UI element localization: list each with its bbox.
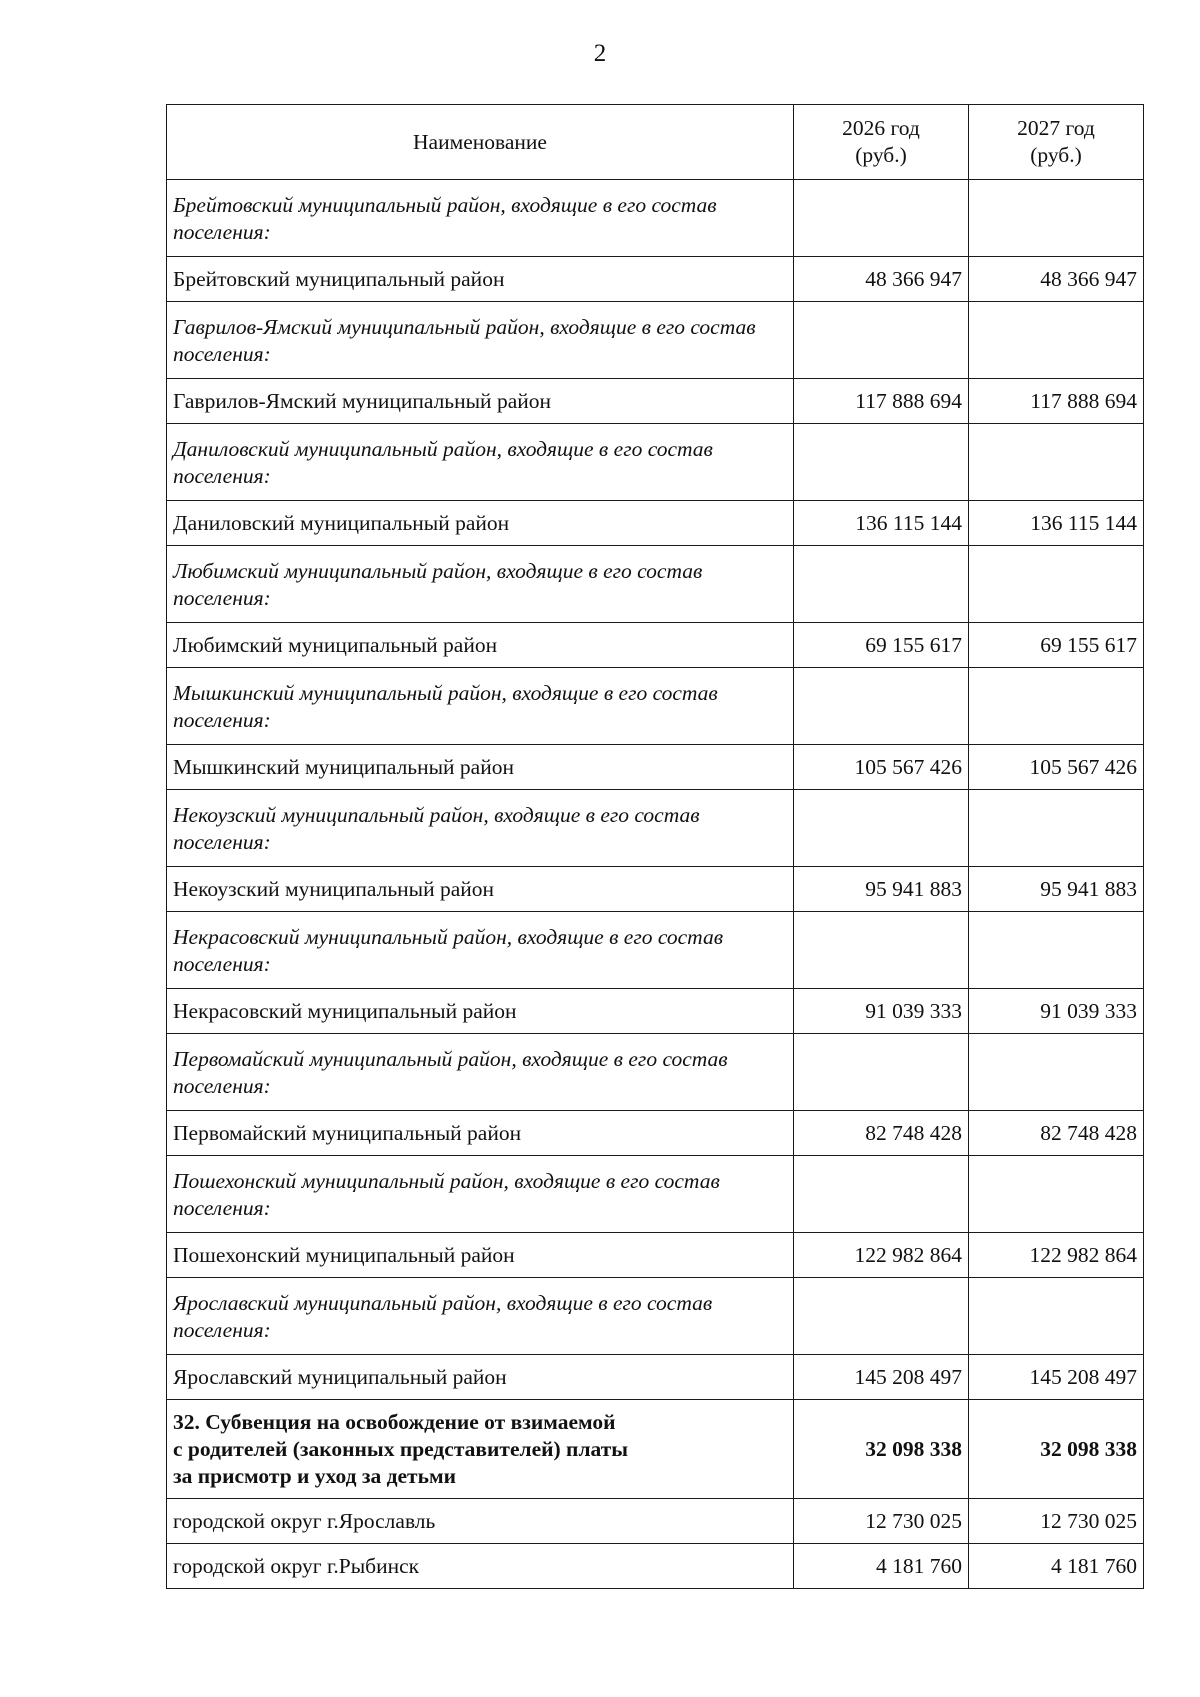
row-name-cell: Даниловский муниципальный район, входящие в его состав поселения:	[167, 424, 794, 501]
row-name-cell: городской округ г.Рыбинск	[167, 1544, 794, 1589]
row-2026-cell	[794, 1156, 969, 1233]
table-row	[167, 867, 1144, 912]
row-2026-cell: 4 181 760	[794, 1544, 969, 1589]
row-2027-cell	[969, 912, 1144, 989]
row-2027-cell	[969, 668, 1144, 745]
row-2027-cell: 145 208 497	[969, 1355, 1144, 1400]
row-name-cell: Первомайский муниципальный район, входящие в его состав поселения:	[167, 1034, 794, 1111]
row-2027-cell: 12 730 025	[969, 1499, 1144, 1544]
header-2026: 2026 год (руб.)	[794, 105, 969, 180]
row-name-cell: Пошехонский муниципальный район, входящие в его состав поселения:	[167, 1156, 794, 1233]
row-2026-cell: 48 366 947	[794, 257, 969, 302]
table-row	[167, 257, 1144, 302]
table-header-row	[167, 105, 1144, 180]
row-2027-cell: 91 039 333	[969, 989, 1144, 1034]
row-name-cell: 32. Субвенция на освобождение от взимаемой с родителей (законных представителей) платы за присмотр и уход за детьми	[167, 1400, 794, 1499]
row-2026-cell	[794, 302, 969, 379]
row-2027-cell: 69 155 617	[969, 623, 1144, 668]
row-2027-cell	[969, 180, 1144, 257]
table-row	[167, 1111, 1144, 1156]
row-name-cell: Любимский муниципальный район	[167, 623, 794, 668]
row-2027-cell: 32 098 338	[969, 1400, 1144, 1499]
row-2027-cell: 136 115 144	[969, 501, 1144, 546]
row-2027-cell: 122 982 864	[969, 1233, 1144, 1278]
row-name-cell: Пошехонский муниципальный район	[167, 1233, 794, 1278]
table-row	[167, 745, 1144, 790]
row-2026-cell	[794, 1278, 969, 1355]
row-2026-cell: 136 115 144	[794, 501, 969, 546]
row-name-cell: Ярославский муниципальный район, входящие в его состав поселения:	[167, 1278, 794, 1355]
row-2026-cell: 105 567 426	[794, 745, 969, 790]
row-2026-cell: 12 730 025	[794, 1499, 969, 1544]
row-2026-cell	[794, 546, 969, 623]
row-2026-cell: 95 941 883	[794, 867, 969, 912]
table-row	[167, 1400, 1144, 1499]
row-2026-cell: 122 982 864	[794, 1233, 969, 1278]
row-2027-cell	[969, 546, 1144, 623]
table-row	[167, 1278, 1144, 1355]
row-2027-cell	[969, 424, 1144, 501]
table-row	[167, 501, 1144, 546]
row-name-cell: Любимский муниципальный район, входящие в его состав поселения:	[167, 546, 794, 623]
row-2027-cell: 95 941 883	[969, 867, 1144, 912]
table-row	[167, 1499, 1144, 1544]
table-row	[167, 1156, 1144, 1233]
table-row	[167, 668, 1144, 745]
table-row	[167, 1355, 1144, 1400]
table-row	[167, 379, 1144, 424]
row-2026-cell	[794, 790, 969, 867]
row-name-cell: Мышкинский муниципальный район	[167, 745, 794, 790]
table-row	[167, 623, 1144, 668]
row-name-cell: Гаврилов-Ямский муниципальный район	[167, 379, 794, 424]
row-name-cell: Некрасовский муниципальный район, входящие в его состав поселения:	[167, 912, 794, 989]
table-row	[167, 989, 1144, 1034]
table-row	[167, 790, 1144, 867]
table-row	[167, 424, 1144, 501]
table-row	[167, 546, 1144, 623]
row-2027-cell	[969, 1034, 1144, 1111]
row-2026-cell	[794, 668, 969, 745]
row-2026-cell: 117 888 694	[794, 379, 969, 424]
page-number: 2	[593, 40, 607, 67]
row-2026-cell: 32 098 338	[794, 1400, 969, 1499]
row-2027-cell: 117 888 694	[969, 379, 1144, 424]
row-name-cell: городской округ г.Ярославль	[167, 1499, 794, 1544]
row-2026-cell: 91 039 333	[794, 989, 969, 1034]
table-row	[167, 302, 1144, 379]
row-2027-cell: 48 366 947	[969, 257, 1144, 302]
row-2026-cell	[794, 912, 969, 989]
table-row	[167, 1034, 1144, 1111]
row-name-cell: Некоузский муниципальный район	[167, 867, 794, 912]
row-name-cell: Некрасовский муниципальный район	[167, 989, 794, 1034]
table-row	[167, 912, 1144, 989]
header-2027: 2027 год (руб.)	[969, 105, 1144, 180]
row-2026-cell: 145 208 497	[794, 1355, 969, 1400]
row-2027-cell: 82 748 428	[969, 1111, 1144, 1156]
row-2026-cell: 82 748 428	[794, 1111, 969, 1156]
row-2027-cell	[969, 1156, 1144, 1233]
row-2027-cell: 4 181 760	[969, 1544, 1144, 1589]
table-row	[167, 1544, 1144, 1589]
row-2026-cell: 69 155 617	[794, 623, 969, 668]
budget-table	[166, 104, 1144, 1589]
row-2027-cell	[969, 790, 1144, 867]
row-name-cell: Первомайский муниципальный район	[167, 1111, 794, 1156]
row-name-cell: Некоузский муниципальный район, входящие в его состав поселения:	[167, 790, 794, 867]
row-name-cell: Брейтовский муниципальный район	[167, 257, 794, 302]
table-row	[167, 180, 1144, 257]
row-2026-cell	[794, 424, 969, 501]
row-2026-cell	[794, 1034, 969, 1111]
row-2027-cell: 105 567 426	[969, 745, 1144, 790]
row-name-cell: Даниловский муниципальный район	[167, 501, 794, 546]
row-name-cell: Ярославский муниципальный район	[167, 1355, 794, 1400]
table-row	[167, 1233, 1144, 1278]
row-name-cell: Мышкинский муниципальный район, входящие в его состав поселения:	[167, 668, 794, 745]
row-2027-cell	[969, 302, 1144, 379]
row-2027-cell	[969, 1278, 1144, 1355]
row-name-cell: Гаврилов-Ямский муниципальный район, входящие в его состав поселения:	[167, 302, 794, 379]
row-2026-cell	[794, 180, 969, 257]
row-name-cell: Брейтовский муниципальный район, входящие в его состав поселения:	[167, 180, 794, 257]
header-name: Наименование	[167, 105, 794, 180]
